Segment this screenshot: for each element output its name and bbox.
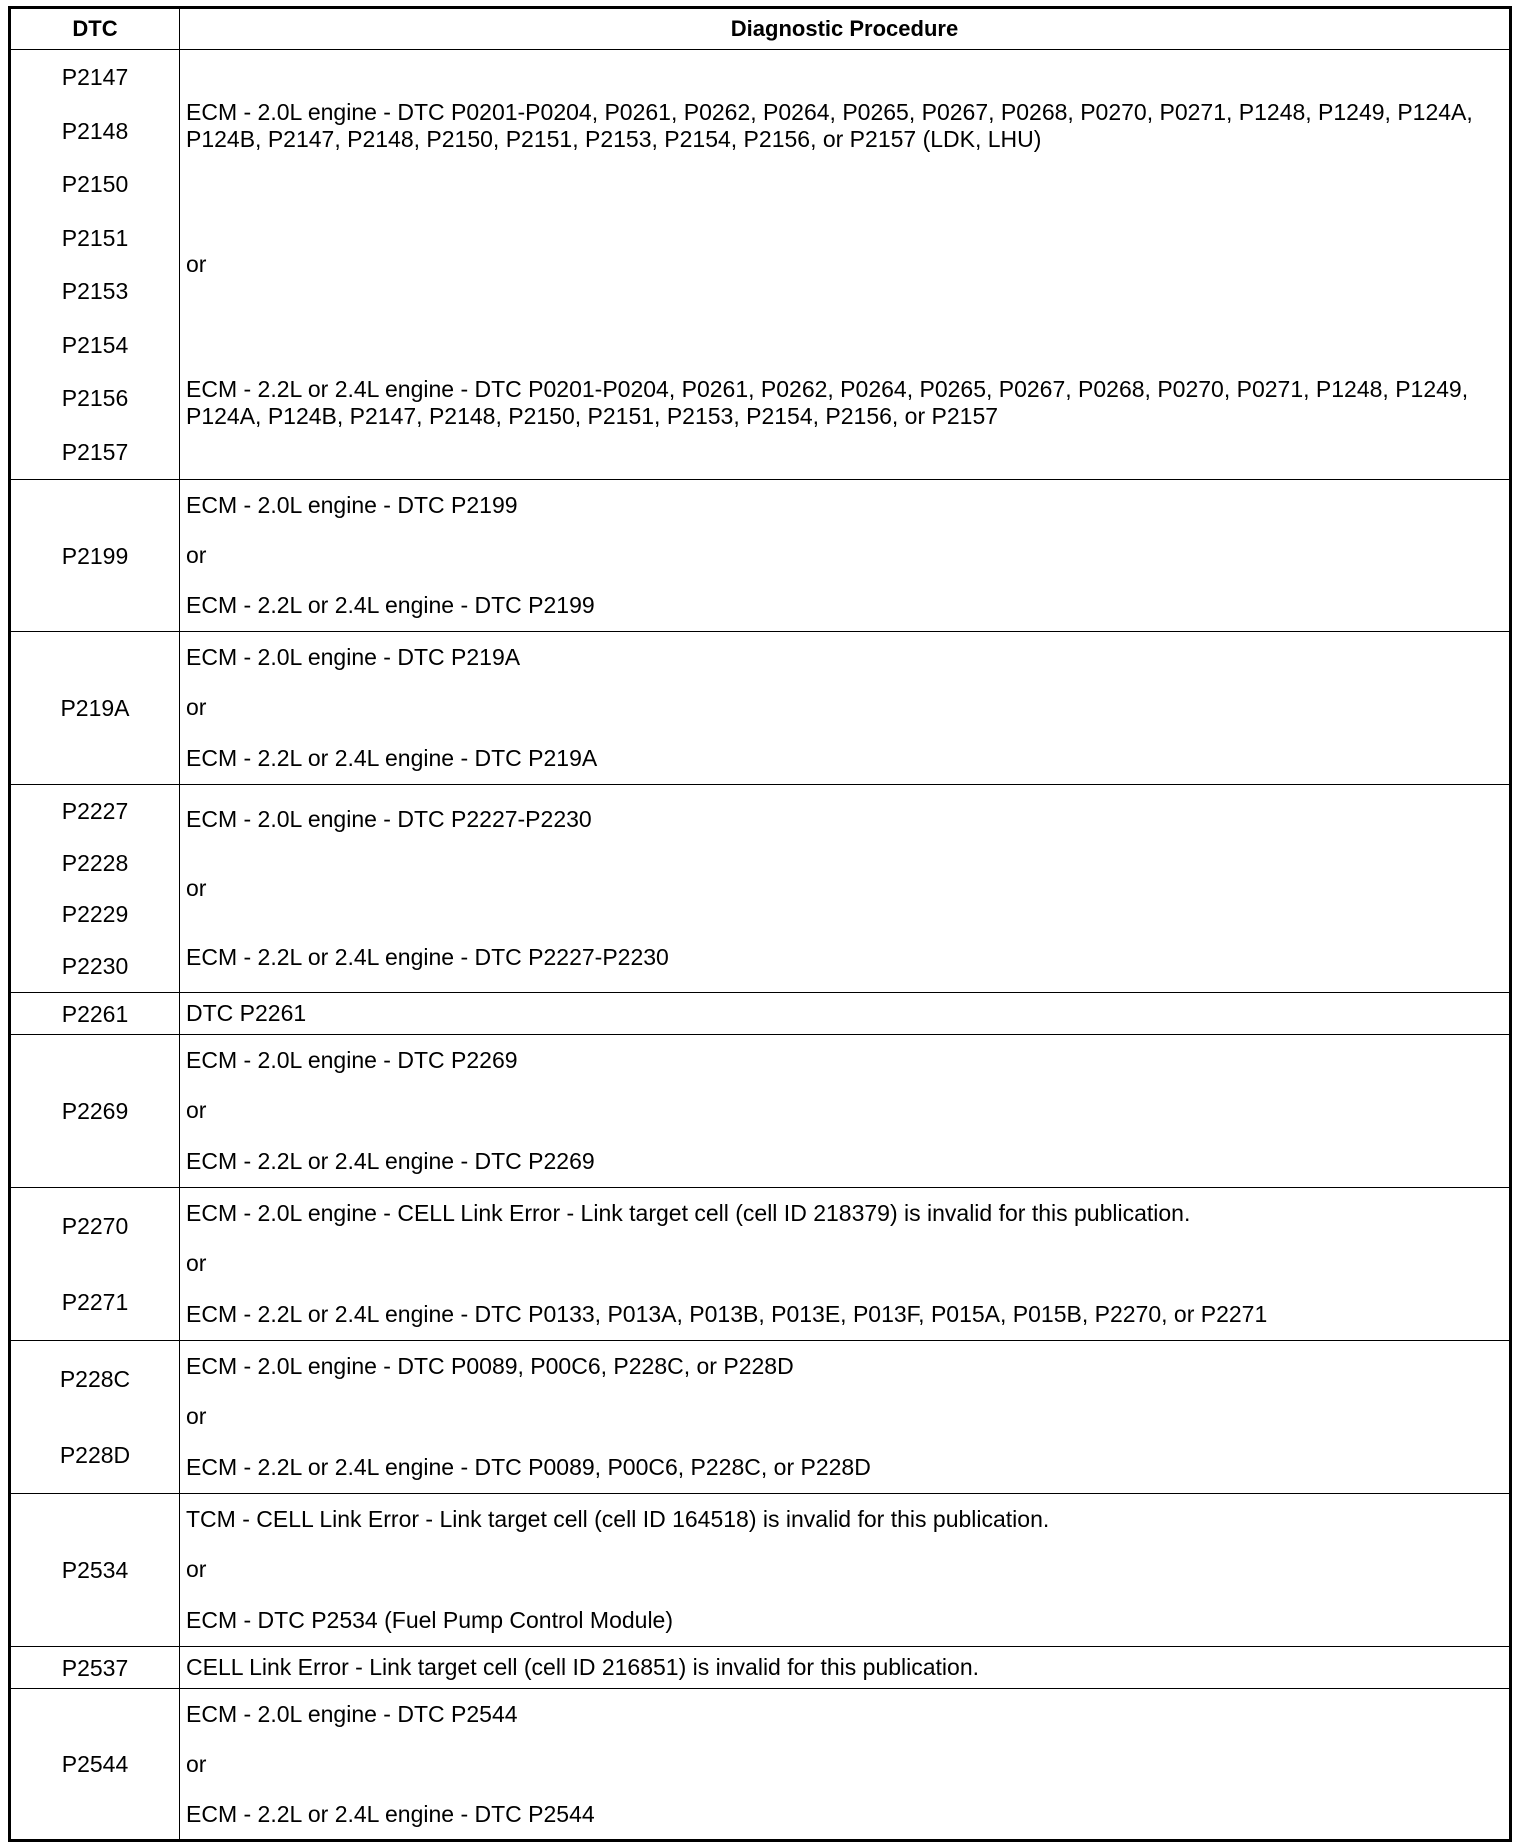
diagnostic-procedure-cell xyxy=(180,480,1511,632)
diagnostic-procedure-cell xyxy=(180,1035,1511,1188)
procedure-link-error-text: TCM - CELL Link Error - Link target cell (cell ID 164518) is invalid for this publication. xyxy=(186,1506,1050,1533)
table-row xyxy=(10,785,1511,993)
dtc-code: P2227 xyxy=(61,798,129,825)
dtc-code: P2271 xyxy=(61,1288,129,1315)
table-header-row xyxy=(10,8,1511,50)
procedure-or-separator: or xyxy=(186,1403,207,1430)
procedure-or-separator: or xyxy=(186,1097,207,1124)
table-body xyxy=(10,50,1511,1841)
dtc-cell xyxy=(10,632,180,785)
dtc-cell xyxy=(10,1188,180,1341)
procedure-link[interactable]: DTC P2261 xyxy=(186,1000,307,1026)
dtc-code: P2544 xyxy=(61,1751,129,1777)
dtc-cell xyxy=(10,1647,180,1689)
procedure-or-separator: or xyxy=(186,1556,207,1583)
dtc-cell xyxy=(10,480,180,632)
dtc-code: P219A xyxy=(60,695,130,721)
dtc-code: P2228 xyxy=(61,849,129,876)
dtc-code: P2229 xyxy=(61,901,129,928)
procedure-link[interactable]: ECM - DTC P2534 (Fuel Pump Control Module) xyxy=(186,1606,673,1633)
dtc-code: P2157 xyxy=(61,438,129,465)
procedure-link[interactable]: ECM - 2.2L or 2.4L engine - DTC P2544 xyxy=(186,1800,595,1827)
procedure-or-separator: or xyxy=(186,1250,207,1277)
procedure-or-separator: or xyxy=(186,1750,207,1777)
procedure-link[interactable]: ECM - 2.0L engine - DTC P2199 xyxy=(186,492,518,518)
diagnostic-procedure-cell xyxy=(180,1647,1511,1689)
diagnostic-procedure-cell xyxy=(180,50,1511,480)
procedure-link-error-text: CELL Link Error - Link target cell (cell ID 216851) is invalid for this publication. xyxy=(186,1654,980,1680)
table-row xyxy=(10,1035,1511,1188)
dtc-cell xyxy=(10,1341,180,1494)
diagnostic-procedure-cell xyxy=(180,632,1511,785)
procedure-link[interactable]: ECM - 2.2L or 2.4L engine - DTC P0089, P00C6, P228C, or P228D xyxy=(186,1453,871,1480)
procedure-link-error-text: ECM - 2.0L engine - CELL Link Error - Link target cell (cell ID 218379) is invalid for this publication. xyxy=(186,1200,1191,1227)
dtc-cell xyxy=(10,1035,180,1188)
procedure-link[interactable]: ECM - 2.0L engine - DTC P2269 xyxy=(186,1047,518,1074)
table-row xyxy=(10,50,1511,480)
procedure-or-separator: or xyxy=(186,542,207,568)
header-diagnostic-procedure: Diagnostic Procedure xyxy=(180,8,1511,50)
table-row xyxy=(10,1689,1511,1841)
diagnostic-procedure-cell xyxy=(180,1188,1511,1341)
table-row xyxy=(10,1647,1511,1689)
dtc-code: P228D xyxy=(59,1441,131,1468)
dtc-cell xyxy=(10,1689,180,1841)
dtc-code: P2199 xyxy=(61,542,129,569)
dtc-code: P2156 xyxy=(61,385,129,412)
header-dtc: DTC xyxy=(10,8,180,50)
dtc-code: P2270 xyxy=(61,1213,129,1240)
procedure-link[interactable]: ECM - 2.2L or 2.4L engine - DTC P0133, P013A, P013B, P013E, P013F, P015A, P015B, P2270, or P2271 xyxy=(186,1300,1268,1327)
procedure-link[interactable]: ECM - 2.2L or 2.4L engine - DTC P2227-P2230 xyxy=(186,943,669,970)
table-row xyxy=(10,632,1511,785)
dtc-code: P2230 xyxy=(61,952,129,979)
table-row xyxy=(10,993,1511,1035)
table-row xyxy=(10,1341,1511,1494)
procedure-or-separator: or xyxy=(186,250,207,277)
diagnostic-procedure-cell xyxy=(180,1341,1511,1494)
procedure-or-separator: or xyxy=(186,874,207,901)
procedure-link[interactable]: ECM - 2.2L or 2.4L engine - DTC P2199 xyxy=(186,592,595,618)
dtc-code: P2153 xyxy=(61,278,129,305)
procedure-or-separator: or xyxy=(186,694,207,721)
diagnostic-procedure-cell xyxy=(180,1494,1511,1647)
dtc-cell xyxy=(10,785,180,993)
dtc-code: P2150 xyxy=(61,171,129,198)
dtc-cell xyxy=(10,50,180,480)
diagnostic-procedure-cell xyxy=(180,1689,1511,1841)
dtc-table xyxy=(8,6,1512,1842)
procedure-link[interactable]: ECM - 2.0L engine - DTC P0089, P00C6, P228C, or P228D xyxy=(186,1353,794,1380)
dtc-code: P2154 xyxy=(61,331,129,358)
table-row xyxy=(10,1494,1511,1647)
procedure-link[interactable]: ECM - 2.2L or 2.4L engine - DTC P2269 xyxy=(186,1147,595,1174)
procedure-link[interactable]: ECM - 2.2L or 2.4L engine - DTC P219A xyxy=(186,744,598,771)
dtc-code: P228C xyxy=(59,1366,131,1393)
dtc-cell xyxy=(10,993,180,1035)
dtc-code: P2151 xyxy=(61,224,129,251)
dtc-code: P2534 xyxy=(61,1557,129,1583)
dtc-code: P2261 xyxy=(61,1000,129,1027)
diagnostic-procedure-cell xyxy=(180,785,1511,993)
dtc-code: P2537 xyxy=(61,1654,129,1681)
dtc-code: P2148 xyxy=(61,117,129,144)
dtc-code: P2147 xyxy=(61,64,129,91)
table-row xyxy=(10,1188,1511,1341)
table-row xyxy=(10,480,1511,632)
procedure-link[interactable]: ECM - 2.0L engine - DTC P0201-P0204, P0261, P0262, P0264, P0265, P0267, P0268, P0270, P0271, P1248, P1249, P124A, P124B, P2147, P2148, P2150, P2151, P2153, P2154, P2156, or P2157 (LDK, LHU) xyxy=(186,99,1473,153)
procedure-link[interactable]: ECM - 2.0L engine - DTC P2544 xyxy=(186,1700,518,1727)
diagnostic-procedure-cell xyxy=(180,993,1511,1035)
procedure-link[interactable]: ECM - 2.2L or 2.4L engine - DTC P0201-P0204, P0261, P0262, P0264, P0265, P0267, P0268, P0270, P0271, P1248, P1249, P124A, P124B, P2147, P2148, P2150, P2151, P2153, P2154, P2156, or P2157 xyxy=(186,375,1469,429)
procedure-link[interactable]: ECM - 2.0L engine - DTC P219A xyxy=(186,644,521,671)
procedure-link[interactable]: ECM - 2.0L engine - DTC P2227-P2230 xyxy=(186,806,592,833)
dtc-cell xyxy=(10,1494,180,1647)
dtc-code: P2269 xyxy=(61,1098,129,1124)
